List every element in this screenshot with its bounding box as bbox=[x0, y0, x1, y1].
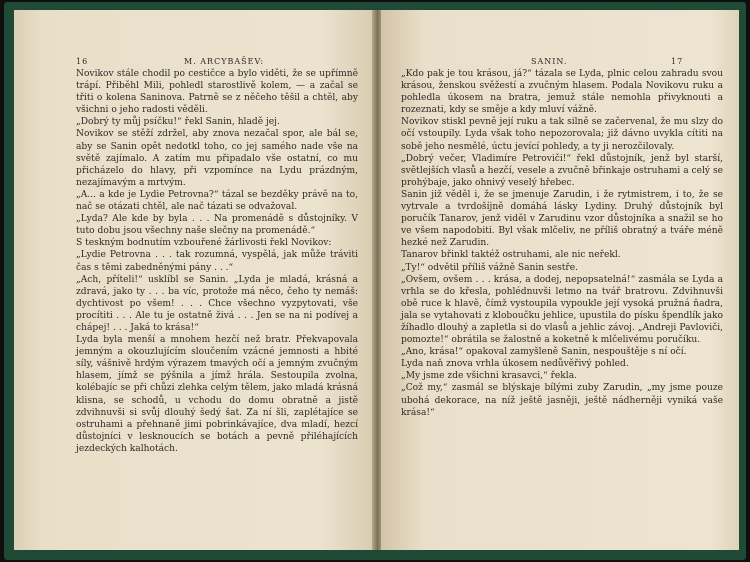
page-number: 16 bbox=[76, 57, 89, 66]
page-number: 17 bbox=[671, 57, 684, 66]
right-page bbox=[381, 10, 739, 550]
running-head: M. ARCYBAŠEV: bbox=[184, 57, 265, 66]
left-page bbox=[14, 10, 374, 550]
running-head: SANIN. bbox=[531, 57, 568, 66]
page-text: „Kdo pak je tou krásou, já?“ tázala se Lyda, plnic celou zahradu svou krásou, ženskou svěžestí a zvučným hlasem. Podala Novikovu ruku a pohledla úkosem na bratra, jemuž stále nemohla přivyknouti a rozeznati, kdy se směje a kdy mluví vážně. Novikov stiskl pevně její ruku a tak silně se začervenal, že mu slzy do očí vstoupily. Lyda však toho nepozorovala; již dávno uvykla cítiti na sobě jeho nesmělé, úctu jevící pohledy, a ty ji nerozčilovaly. „Dobrý večer, Vladimíre Petroviči!“ řekl důstojník, jenž byl starší, světlejších vlasů a hezčí, vesele a zvučně břinkaje ostruhami a celý se prohýbaje, jako ohnivý veselý hřebec. Sanin již věděl i, že se jmenuje Zarudin, i že rytmistrem, i to, že se vytrvale a tvrdošíjně domáhá lásky Lydiny. Druhý důstojník byl poručík Tanarov, jenž viděl v Zarudinu vzor důstojníka a snažil se ho ve všem napodobiti. Byl však mlčeliv, ne příliš obratný a tváře méně hezké než Zarudin. Tanarov břinkl taktéž ostruhami, ale nic neřekl. „Ty!“ odvětil příliš vážně Sanin sestře. „Ovšem, ovšem . . . krása, a dodej, nepopsatelná!“ zasmála se Lyda a vrhla se do křesla, pohlédnuvši letmo na tvář bratrovu. Zdvihnuvši obě ruce k hlavě, čímž vystoupila vypoukle její vysoká pružná ňadra, jala se vytahovati z kloboučku jehlice, upustila do písku špendlík jako žíhadlo dlouhý a zapletla si do vlasů a jehlic závoj. „Andreji Pavloviči, pomozte!“ obrátila se žalostně a koketně k mlčelivému poručíku. „Ano, krása!“ opakoval zamyšleně Sanin, nespouštěje s ní očí. Lyda naň znova vrhla úkosem nedůvěřivý pohled. „My jsme zde všichni krasavci,“ řekla. „Což my,“ zasmál se blýskaje bílými zuby Zarudin, „my jsme pouze ubohá dekorace, na níž ještě jasněji, ještě nádherněji vyniká vaše krása!“ bbox=[401, 69, 723, 418]
page-text: Novikov stále chodil po cestičce a bylo viděti, že se upřímně trápí. Přiběhl Mili, pohledl starostlivě kolem, — a začal se třiti o kolena Saninova. Patrně se z něčeho těšil a chtěl, aby všichni o jeho radosti věděli. „Dobrý ty můj psíčku!“ řekl Sanin, hladě jej. Novikov se stěží zdržel, aby znova nezačal spor, ale bál se, aby se Sanin opět nedotkl toho, co jej samého nade vše na světě zajímalo. A zatím mu připadalo vše ostatní, co mu přicházelo do hlavy, při vzpomínce na Lydu prázdným, nezajímavým a mrtvým. „A... a kde je Lydie Petrovna?“ tázal se bezděky právě na to, nač se otázati chtěl, ale nač tázati se odvažoval. „Lyda? Ale kde by byla . . . Na promenádě s důstojníky. V tuto dobu jsou všechny naše slečny na promenádě.“ S teskným bodnutím vzbouřené žárlivosti řekl Novikov: „Lydie Petrovna . . . tak rozumná, vyspělá, jak může tráviti čas s těmi zabedněnými pány . . .“ „Ach, příteli!“ usklíbl se Sanin. „Lyda je mladá, krásná a zdravá, jako ty . . . ba víc, protože má něco, čeho ty nemáš: dychtivost po všem! . . . Chce všechno vyzpytovati, vše procítiti . . . Ale tu je ostatně živá . . . Jen se na ni podívej a chápej! . . . Jaká to krása!“ Lyda byla menší a mnohem hezčí než bratr. Překvapovala jemným a okouzlujícím sloučením vzácné jemnosti a hbité síly, vášnivě hrdým výrazem tmavých očí a jemným zvučným hlasem, jímž se pýšnila a jímž hrála. Sestoupila zvolna, kolébajíc se při chůzi zlehka celým tělem, jako mladá krásná klisna, se schodů, u vchodu do domu obratně a jistě zdvihnuvši si svůj dlouhý šedý šat. Za ní šli, zaplétajíce se ostruhami a přehnaně jimi pobrinkávajíce, dva mladí, hezcí důstojníci v lesknoucích se botách a pevně přiléhajících jezdeckých kalhotách. bbox=[76, 69, 358, 454]
